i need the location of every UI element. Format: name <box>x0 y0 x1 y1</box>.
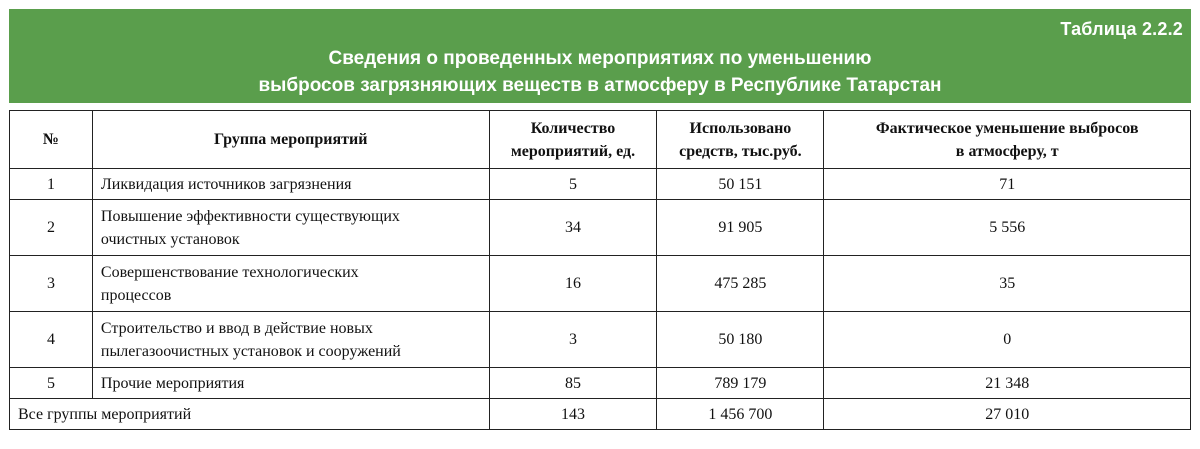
table-row <box>10 368 1191 399</box>
table-row <box>10 256 1191 312</box>
row-group-name-line1: Прочие мероприятия <box>100 374 245 392</box>
row-group-name-line2: процессов <box>100 286 172 304</box>
column-header-reduction-line1: Фактическое уменьшение выбросов <box>875 119 1139 137</box>
row-group-name-line1: Строительство и ввод в действие новых <box>100 319 373 337</box>
column-header-num: № <box>10 111 93 169</box>
column-header-count <box>489 111 657 169</box>
table-header-row <box>10 111 1191 169</box>
table-row <box>10 200 1191 256</box>
table-total-row <box>10 399 1191 430</box>
row-group-name-line2: очистных установок <box>100 230 240 248</box>
row-funds: 789 179 <box>657 368 824 399</box>
table-title <box>9 45 1191 99</box>
table-label: Таблица 2.2.2 <box>1060 19 1183 39</box>
row-count: 3 <box>489 312 657 368</box>
table-header-banner <box>9 9 1191 103</box>
row-group-name <box>92 312 489 368</box>
row-num: 1 <box>10 169 93 200</box>
row-group-name-line1: Повышение эффективности существующих <box>100 207 400 225</box>
total-count: 143 <box>489 399 657 430</box>
row-num: 5 <box>10 368 93 399</box>
table-row <box>10 169 1191 200</box>
row-reduction: 35 <box>824 256 1191 312</box>
row-group-name-line2: пылегазоочистных установок и сооружений <box>100 342 401 360</box>
row-reduction: 21 348 <box>824 368 1191 399</box>
column-header-group: Группа мероприятий <box>92 111 489 169</box>
column-header-reduction <box>824 111 1191 169</box>
table-title-line2: выбросов загрязняющих веществ в атмосферу в Республике Татарстан <box>258 75 942 96</box>
row-num: 2 <box>10 200 93 256</box>
total-funds: 1 456 700 <box>657 399 824 430</box>
column-header-count-line2: мероприятий, ед. <box>510 142 636 160</box>
row-reduction: 0 <box>824 312 1191 368</box>
column-header-funds-line2: средств, тыс.руб. <box>679 142 802 160</box>
measures-table <box>9 110 1191 430</box>
row-group-name <box>92 256 489 312</box>
row-count: 34 <box>489 200 657 256</box>
row-funds: 50 151 <box>657 169 824 200</box>
row-funds: 91 905 <box>657 200 824 256</box>
row-reduction: 5 556 <box>824 200 1191 256</box>
row-group-name <box>92 368 489 399</box>
row-num: 3 <box>10 256 93 312</box>
column-header-funds <box>657 111 824 169</box>
row-funds: 50 180 <box>657 312 824 368</box>
column-header-funds-line1: Использовано <box>689 119 792 137</box>
row-group-name-line1: Ликвидация источников загрязнения <box>100 175 352 193</box>
total-reduction: 27 010 <box>824 399 1191 430</box>
row-group-name-line1: Совершенствование технологических <box>100 263 359 281</box>
row-count: 16 <box>489 256 657 312</box>
table-title-line1: Сведения о проведенных мероприятиях по уменьшению <box>328 48 872 69</box>
row-reduction: 71 <box>824 169 1191 200</box>
row-group-name <box>92 169 489 200</box>
row-num: 4 <box>10 312 93 368</box>
row-funds: 475 285 <box>657 256 824 312</box>
column-header-reduction-line2: в атмосферу, т <box>955 142 1059 160</box>
total-label: Все группы мероприятий <box>10 399 490 430</box>
row-count: 85 <box>489 368 657 399</box>
row-group-name <box>92 200 489 256</box>
column-header-count-line1: Количество <box>530 119 616 137</box>
row-count: 5 <box>489 169 657 200</box>
table-row <box>10 312 1191 368</box>
